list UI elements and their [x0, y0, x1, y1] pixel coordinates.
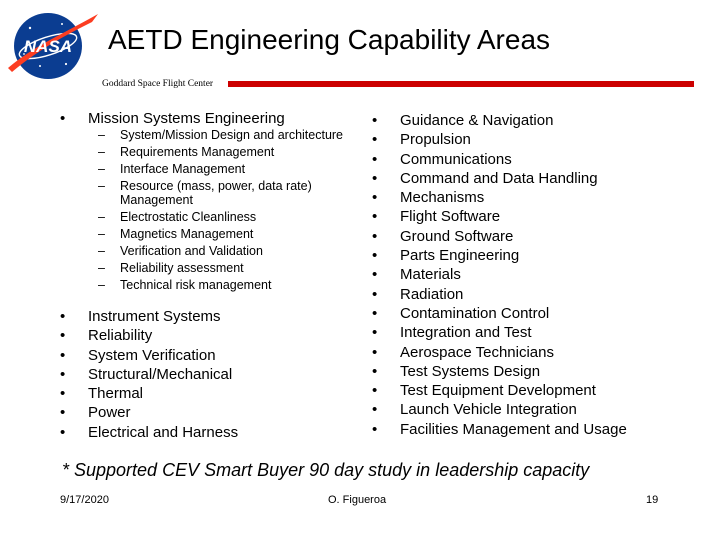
list-item-label: Flight Software	[400, 208, 501, 226]
sub-list-item-label: Interface Management	[120, 162, 246, 176]
bullet-icon: •	[372, 382, 378, 400]
sub-list-item	[98, 162, 348, 176]
sub-list-item	[98, 128, 348, 142]
list-item-label: Test Equipment Development	[400, 382, 596, 400]
sub-item-list	[98, 128, 348, 295]
dash-icon: –	[98, 128, 105, 142]
bullet-icon: •	[60, 423, 66, 441]
bullet-icon: •	[60, 365, 66, 383]
bullet-icon: •	[372, 266, 378, 284]
bullet-icon: •	[60, 404, 66, 422]
list-item-label: Parts Engineering	[400, 247, 520, 265]
list-item-label: Command and Data Handling	[400, 169, 598, 187]
sub-list-item	[98, 145, 348, 159]
dash-icon: –	[98, 210, 105, 224]
sub-list-item-label: Verification and Validation	[120, 244, 263, 258]
center-name: Goddard Space Flight Center	[102, 79, 214, 89]
dash-icon: –	[98, 227, 105, 241]
list-item-label: Thermal	[88, 385, 144, 403]
footnote: * Supported CEV Smart Buyer 90 day study in leadership capacity	[62, 460, 590, 480]
list-item-label: Power	[88, 404, 131, 422]
list-item-label: Materials	[400, 266, 461, 284]
list-item-label: Reliability	[88, 327, 153, 345]
list-item-label: Guidance & Navigation	[400, 112, 554, 129]
list-item-label: Integration and Test	[400, 324, 532, 342]
bullet-icon: •	[372, 247, 378, 265]
sub-list-item-label: Electrostatic Cleanliness	[120, 210, 257, 224]
bullet-icon: •	[372, 112, 378, 129]
bullet-icon: •	[372, 401, 378, 419]
bullet-icon: •	[372, 362, 378, 380]
list-item-label: Mechanisms	[400, 189, 485, 207]
list-item-label: Contamination Control	[400, 304, 550, 322]
list-item-label: Facilities Management and Usage	[400, 420, 627, 438]
list-item-label: Radiation	[400, 285, 464, 303]
bullet-icon: •	[372, 189, 378, 207]
sub-list-item	[98, 179, 348, 207]
bullet-icon: •	[372, 304, 378, 322]
dash-icon: –	[98, 179, 105, 193]
bullet-icon: •	[372, 227, 378, 245]
bullet-icon: •	[372, 169, 378, 187]
sub-list-item	[98, 210, 348, 224]
bullet-icon: •	[60, 327, 66, 345]
dash-icon: –	[98, 145, 105, 159]
list-item-label: Structural/Mechanical	[88, 365, 233, 383]
footer-author: O. Figueroa	[328, 494, 387, 506]
sub-list-item	[98, 261, 348, 275]
nasa-logo	[4, 6, 100, 82]
dash-icon: –	[98, 162, 105, 176]
footer-page-number: 19	[646, 494, 659, 506]
page-title: AETD Engineering Capability Areas	[108, 24, 551, 55]
sub-list-item-label: Technical risk management	[120, 278, 272, 292]
nasa-logo-text: NASA	[23, 37, 73, 56]
sub-list-item-label: Reliability assessment	[120, 261, 244, 275]
dash-icon: –	[98, 244, 105, 258]
bullet-icon: •	[372, 150, 378, 168]
list-item-label: Communications	[400, 150, 512, 168]
list-item-label: Test Systems Design	[400, 362, 541, 380]
list-item-label: Electrical and Harness	[88, 423, 239, 441]
bullet-icon: •	[372, 131, 378, 149]
list-item-label: Propulsion	[400, 131, 471, 149]
sub-list-item-label: Magnetics Management	[120, 227, 254, 241]
bullet-icon: •	[372, 208, 378, 226]
list-item-label: Ground Software	[400, 227, 514, 245]
bullet-icon: •	[60, 110, 66, 127]
left-main-item-label: Mission Systems Engineering	[88, 110, 285, 127]
sub-list-item	[98, 227, 348, 241]
bullet-icon: •	[60, 308, 66, 325]
sub-list-item-label: System/Mission Design and architecture	[120, 128, 344, 142]
bullet-icon: •	[372, 324, 378, 342]
dash-icon: –	[98, 278, 105, 292]
list-item-label: Aerospace Technicians	[400, 343, 554, 361]
sub-list-item-label: Requirements Management	[120, 145, 275, 159]
sub-list-item	[98, 244, 348, 258]
list-item-label: System Verification	[88, 346, 216, 364]
list-item-label: Instrument Systems	[88, 308, 221, 325]
dash-icon: –	[98, 261, 105, 275]
bullet-icon: •	[372, 285, 378, 303]
sub-list-item	[98, 278, 348, 292]
list-item-label: Launch Vehicle Integration	[400, 401, 577, 419]
bullet-icon: •	[372, 420, 378, 438]
bullet-icon: •	[372, 343, 378, 361]
footer-date: 9/17/2020	[60, 494, 109, 506]
sub-list-item-label: Resource (mass, power, data rate) Management	[120, 179, 312, 207]
bullet-icon: •	[60, 385, 66, 403]
bullet-icon: •	[60, 346, 66, 364]
